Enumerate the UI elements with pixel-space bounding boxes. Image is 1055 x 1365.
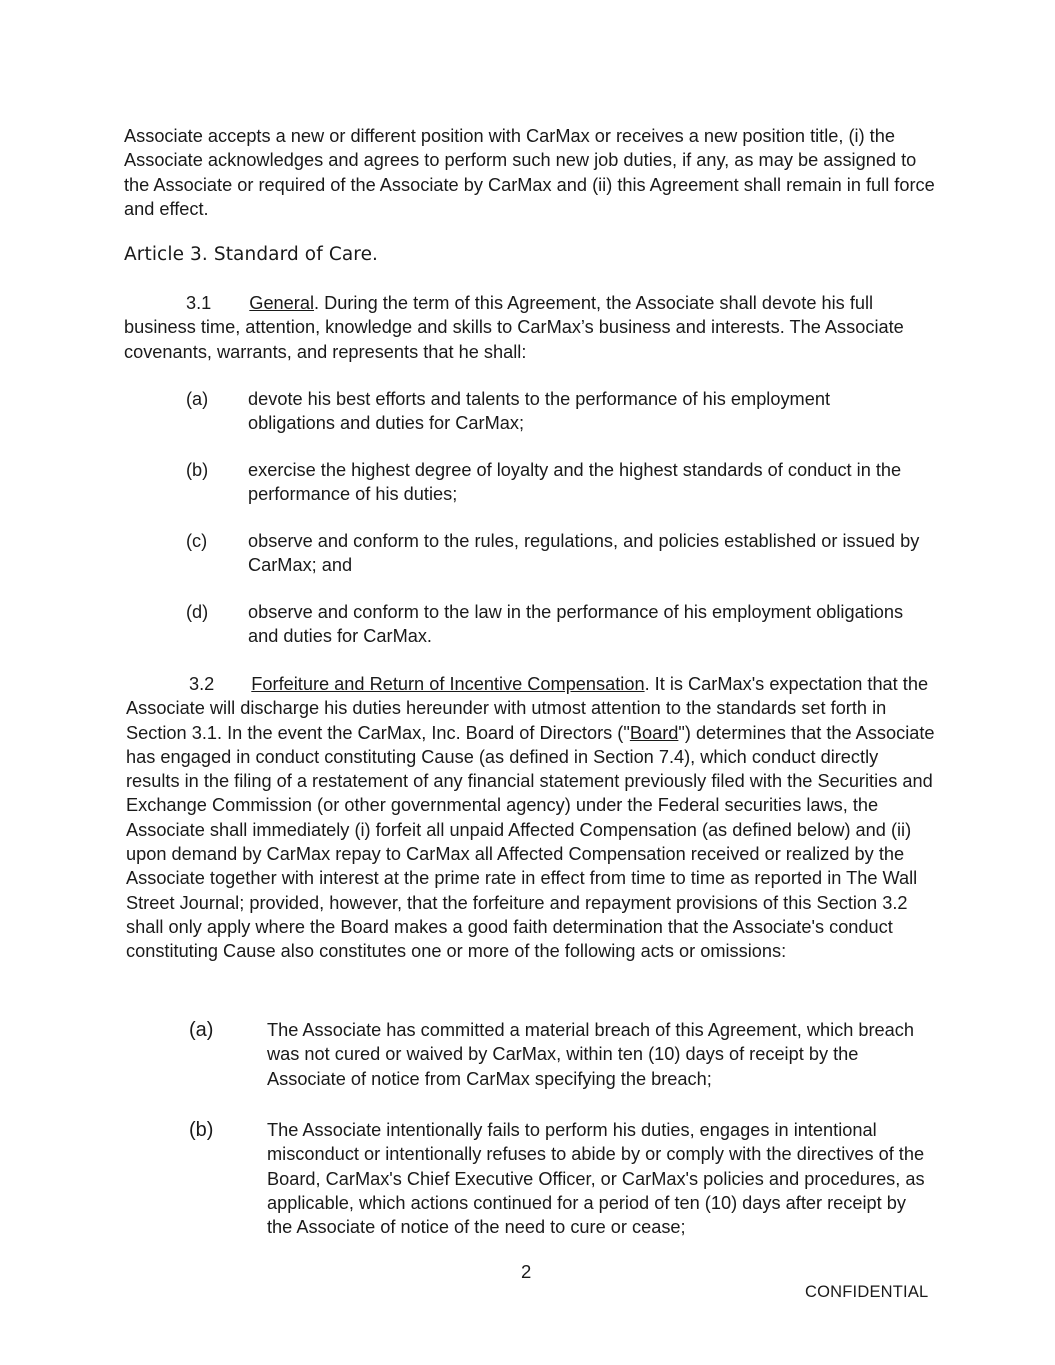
list-item-text: The Associate intentionally fails to perform his duties, engages in intentional misconduct or intentionally refuses to abide by or comply with the directives of the Board, CarMax's Chief Executive Officer, or CarMax's policies and procedures, as applicable, which actions continued for a period of ten (10) days after receipt by the Associate of notice of the need to cure or cease; [267,1120,925,1238]
section-number: 3.2 [189,674,215,694]
section-title: Forfeiture and Return of Incentive Compensation [251,674,645,694]
section-3-1-paragraph [124,291,936,364]
section-title: General [249,293,315,313]
confidential-footer: CONFIDENTIAL [805,1283,929,1301]
section-text: . During the term of this Agreement, the Associate shall devote his full business time, attention, knowledge and skills to CarMax’s business and interests. The Associate covenants, warrants, and represents that he shall: [124,293,904,362]
list-item-label: (a) [189,1019,214,1041]
intro-paragraph: Associate accepts a new or different position with CarMax or receives a new position title, (i) the Associate acknowledges and agrees to perform such new job duties, if any, as may be assigned to the Associate or required of the Associate by CarMax and (ii) this Agreement shall remain in full force and effect. [124,126,935,219]
page-number: 2 [521,1261,532,1282]
list-item-label: (a) [186,389,209,409]
section-text: . It is CarMax's expectation that the Associate will discharge his duties hereunder with utmost attention to the standards set forth in Section 3.1. In the event the CarMax, Inc. Board of Directors (" [126,674,929,743]
list-item-text: The Associate has committed a material breach of this Agreement, which breach was not cured or waived by CarMax, within ten (10) days of receipt by the Associate of notice from CarMax specifying the breach; [267,1020,914,1089]
list-item-label: (b) [186,460,209,480]
defined-term-board: Board [629,722,679,743]
list-item-label: (c) [186,531,208,551]
section-text-continued: ") determines that the Associate has engaged in conduct constituting Cause (as defined in Section 7.4), which conduct directly results in the filing of a restatement of any financial statement previously filed with the Securities and Exchange Commission (or other governmental agency) under the Federal securities laws, the Associate shall immediately (i) forfeit all unpaid Affected Compensation (as defined below) and (ii) upon demand by CarMax repay to CarMax all Affected Compensation received or realized by the Associate together with interest at the prime rate in effect from time to time as reported in The Wall Street Journal; provided, however, that the forfeiture and repayment provisions of this Section 3.2 shall only apply where the Board makes a good faith determination that the Associate's conduct constituting Cause also constitutes one or more of the following acts or omissions: [126,722,935,962]
list-item-label: (d) [186,602,209,622]
list-item-text: exercise the highest degree of loyalty and the highest standards of conduct in the performance of his duties; [248,460,902,505]
section-number: 3.1 [186,293,212,313]
section-3-2-paragraph [126,672,936,964]
list-item-text: devote his best efforts and talents to the performance of his employment obligations and duties for CarMax; [248,389,830,434]
list-item-text: observe and conform to the rules, regulations, and policies established or issued by CarMax; and [248,531,920,576]
list-item-label: (b) [189,1119,214,1141]
article-heading: Article 3. Standard of Care. [124,244,379,265]
list-item-text: observe and conform to the law in the performance of his employment obligations and duties for CarMax. [248,602,904,647]
